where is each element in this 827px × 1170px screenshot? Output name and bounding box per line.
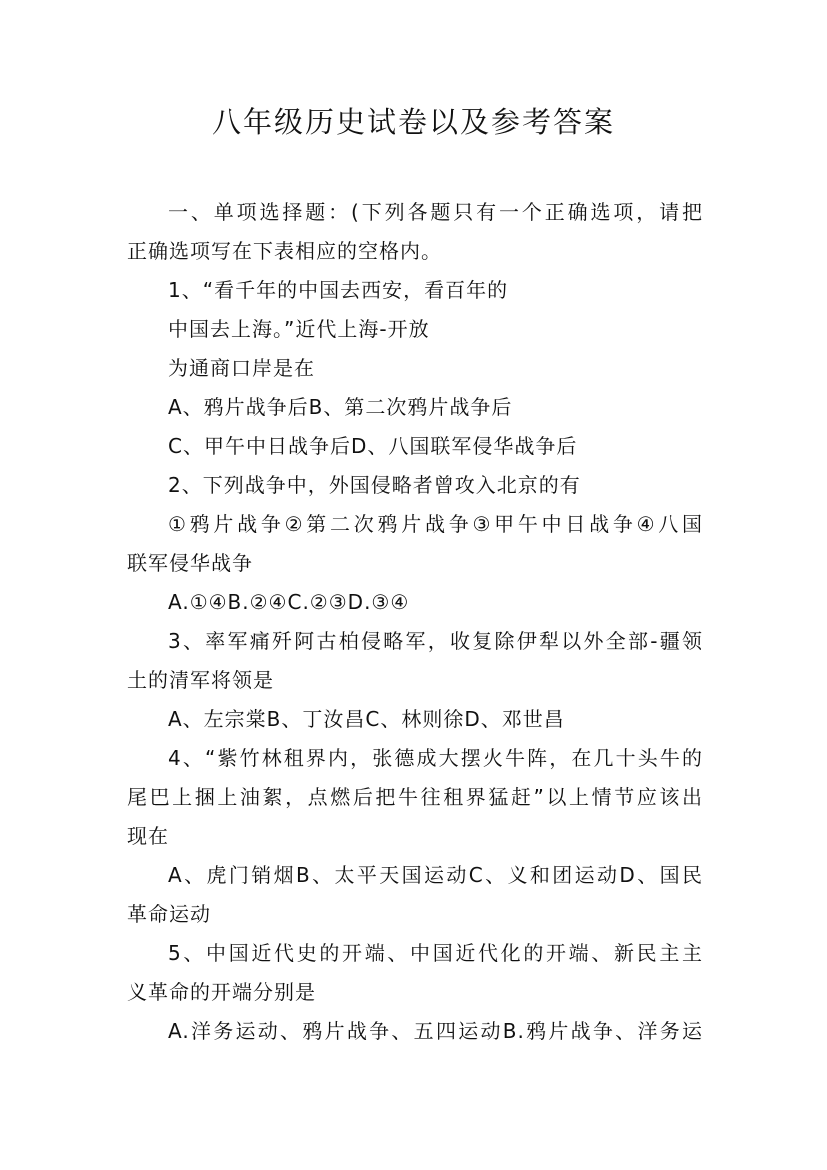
question-4-options: 革命运动 <box>127 902 211 926</box>
question-5-options: A.洋务运动、鸦片战争、五四运动B.鸦片战争、洋务运 <box>168 1019 703 1043</box>
question-4-text: 尾巴上捆上油絮，点燃后把牛往租界猛赶”以上情节应该出 <box>127 785 703 809</box>
question-5-text: 5、中国近代史的开端、中国近代化的开端、新民主主 <box>168 941 703 965</box>
question-4-options: A、虎门销烟B、太平天国运动C、义和团运动D、国民 <box>168 863 703 887</box>
exam-body <box>127 193 703 1051</box>
question-1-text: 中国去上海。”近代上海-开放 <box>168 317 430 341</box>
question-1-options: C、甲午中日战争后D、八国联军侵华战争后 <box>168 434 578 458</box>
question-5-text: 义革命的开端分别是 <box>127 980 316 1004</box>
section-heading: 一、单项选择题：(下列各题只有一个正确选项，请把 <box>168 200 703 224</box>
document-title: 八年级历史试卷以及参考答案 <box>211 105 615 139</box>
question-3-text: 土的清军将领是 <box>127 668 274 692</box>
question-1-text: 1、“看千年的中国去西安，看百年的 <box>168 278 509 302</box>
question-3-text: 3、率军痛歼阿古柏侵略军，收复除伊犁以外全部-疆领 <box>168 629 703 653</box>
question-1-text: 为通商口岸是在 <box>168 356 315 380</box>
question-2-items: 联军侵华战争 <box>127 551 253 575</box>
question-2-options: A.①④B.②④C.②③D.③④ <box>168 590 410 614</box>
question-2-items: ①鸦片战争②第二次鸦片战争③甲午中日战争④八国 <box>168 512 703 536</box>
paragraph-line: 正确选项写在下表相应的空格内。 <box>127 239 442 263</box>
question-1-options: A、鸦片战争后B、第二次鸦片战争后 <box>168 395 513 419</box>
question-2-text: 2、下列战争中，外国侵略者曾攻入北京的有 <box>168 473 581 497</box>
question-3-options: A、左宗棠B、丁汝昌C、林则徐D、邓世昌 <box>168 707 565 731</box>
question-4-text: 现在 <box>127 824 169 848</box>
question-4-text: 4、“紫竹林租界内，张德成大摆火牛阵，在几十头牛的 <box>168 746 703 770</box>
